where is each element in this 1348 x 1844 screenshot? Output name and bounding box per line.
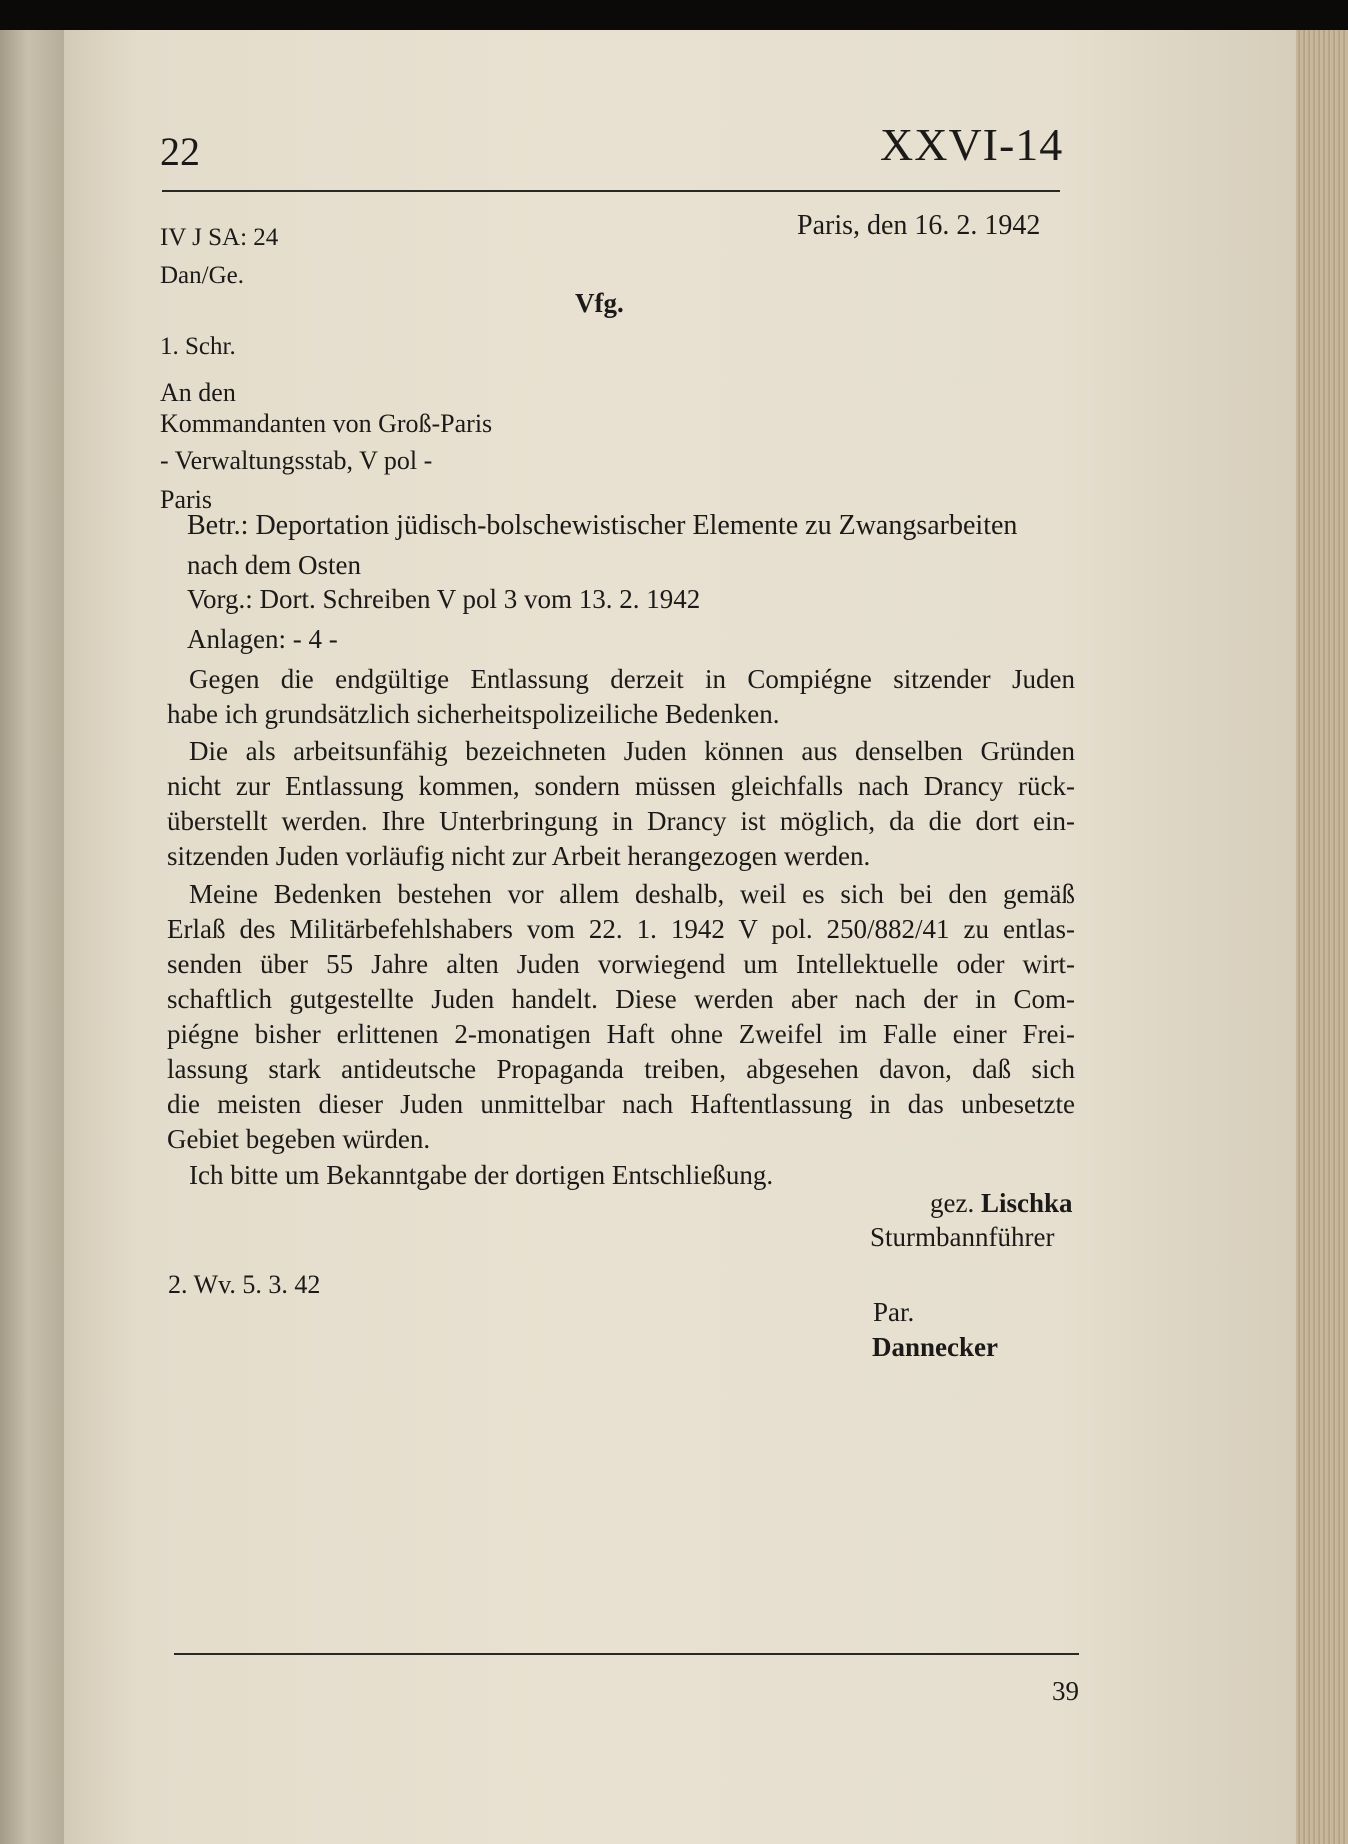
p3-line: piégne bisher erlittenen 2-monatigen Haft ohne Zweifel im Falle einer Frei-	[167, 1019, 1075, 1049]
initials: Dan/Ge.	[160, 262, 244, 289]
paragraph-3	[167, 877, 1075, 1157]
p2-line: nicht zur Entlassung kommen, sondern müssen gleichfalls nach Drancy rück-	[167, 771, 1075, 801]
p1-line: Gegen die endgültige Entlassung derzeit in Compiégne sitzender Juden	[189, 664, 1075, 694]
par-name: Dannecker	[872, 1332, 998, 1362]
recipient-line-2: Kommandanten von Groß-Paris	[160, 409, 493, 438]
signatory-name: Lischka	[980, 1188, 1073, 1218]
page-number-left: 22	[160, 129, 200, 174]
p4-line: Ich bitte um Bekanntgabe der dortigen Entschließung.	[189, 1160, 774, 1190]
reference-code: IV J SA: 24	[160, 224, 279, 251]
par-label: Par.	[873, 1297, 915, 1327]
vfg-label: Vfg.	[575, 288, 624, 318]
recipient-line-1: An den	[160, 378, 236, 407]
p2-line: Die als arbeitsunfähig bezeichneten Juden können aus denselben Gründen	[189, 736, 1075, 766]
subject-vorg: Vorg.: Dort. Schreiben V pol 3 vom 13. 2. 1942	[187, 584, 701, 614]
p2-line: überstellt werden. Ihre Unterbringung in Drancy ist möglich, da die dort ein-	[167, 806, 1075, 836]
p3-line: Erlaß des Militärbefehlshabers vom 22. 1. 1942 V pol. 250/882/41 zu entlas-	[167, 914, 1075, 944]
p3-line: schaftlich gutgestellte Juden handelt. Diese werden aber nach der in Com-	[167, 984, 1075, 1014]
page-edges	[1296, 30, 1348, 1844]
place-date: Paris, den 16. 2. 1942	[797, 210, 1041, 241]
p3-line: die meisten dieser Juden unmittelbar nach Haftentlassung in das unbesetzte	[167, 1089, 1075, 1119]
p3-line: Meine Bedenken bestehen vor allem deshalb, weil es sich bei den gemäß	[189, 879, 1075, 909]
recipient-line-4: Paris	[160, 485, 212, 514]
subject-betr: Betr.: Deportation jüdisch-bolschewistischer Elemente zu Zwangsarbeiten	[187, 510, 1018, 541]
p3-line: lassung stark antideutsche Propaganda treiben, abgesehen davon, daß sich	[167, 1054, 1075, 1084]
p2-line: sitzenden Juden vorläufig nicht zur Arbeit herangezogen werden.	[167, 841, 871, 871]
document-id: XXVI-14	[880, 119, 1064, 170]
item-1: 1. Schr.	[160, 333, 236, 360]
recipient-line-3: - Verwaltungsstab, V pol -	[160, 446, 433, 475]
paragraph-2	[167, 734, 1075, 874]
book-spine	[0, 30, 70, 1844]
header-rule	[162, 190, 1060, 192]
subject-betr-cont: nach dem Osten	[187, 550, 361, 580]
page-number-footer: 39	[1052, 1676, 1079, 1706]
signatory-rank: Sturmbannführer	[870, 1222, 1055, 1252]
subject-anlagen: Anlagen: - 4 -	[187, 624, 338, 654]
p3-line: Gebiet begeben würden.	[167, 1124, 431, 1154]
p3-line: senden über 55 Jahre alten Juden vorwiegend um Intellektuelle oder wirt-	[167, 949, 1075, 979]
p1-line: habe ich grundsätzlich sicherheitspolizeiliche Bedenken.	[167, 699, 780, 729]
signature-gez	[930, 1188, 1073, 1219]
footer-rule	[174, 1653, 1079, 1655]
followup-note: 2. Wv. 5. 3. 42	[168, 1270, 321, 1299]
gez-prefix: gez.	[930, 1188, 975, 1218]
paragraph-1	[167, 662, 1075, 732]
